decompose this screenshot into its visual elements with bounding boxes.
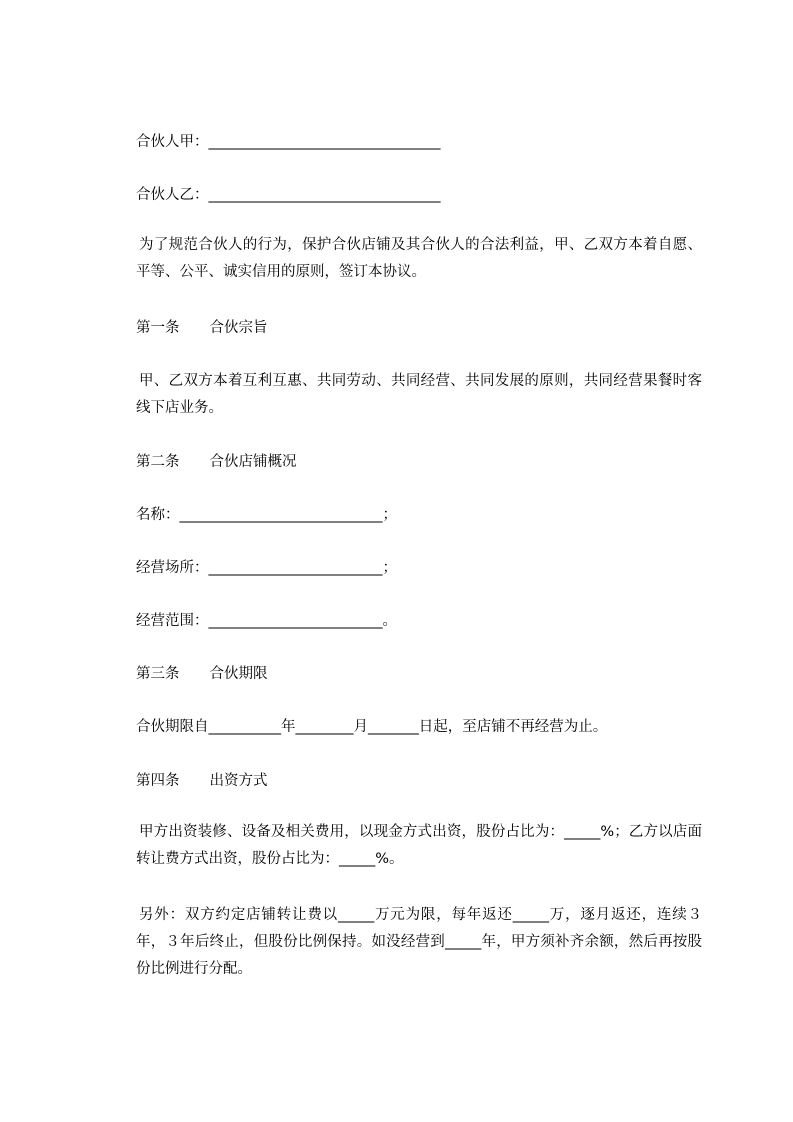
partner-b-line: 合伙人乙：________________________________ [136, 187, 441, 203]
article-1-number: 第一条 [136, 320, 180, 336]
article-1-title: 合伙宗旨 [209, 320, 268, 336]
article-3-heading [136, 664, 268, 684]
article-4-number: 第四条 [136, 773, 180, 789]
article-2-heading [136, 452, 297, 472]
article-2-title: 合伙店铺概况 [209, 454, 297, 470]
article-3-title: 合伙期限 [209, 666, 268, 682]
article-1-text: 甲、乙双方本着互利互惠、共同劳动、共同经营、共同发展的原则，共同经营果餐时客线下店业务。 [136, 373, 702, 416]
article-2-number: 第二条 [136, 454, 180, 470]
shop-place-line: 经营场所：________________________； [136, 560, 397, 576]
article-4-heading [136, 771, 268, 791]
article-4-title: 出资方式 [209, 773, 268, 789]
article-1-heading [136, 318, 268, 338]
intro-paragraph: 为了规范合伙人的行为，保护合伙店铺及其合伙人的合法利益，甲、乙双方本着自愿、平等、公平、诚实信用的原则，签订本协议。 [136, 237, 702, 280]
shop-name-line: 名称：____________________________； [136, 507, 397, 523]
article-3-number: 第三条 [136, 666, 180, 682]
article-4-text: 甲方出资装修、设备及相关费用，以现金方式出资，股份占比为：_____%；乙方以店面转让费方式出资，股份占比为：_____%。 [136, 824, 702, 867]
partner-a-line: 合伙人甲：________________________________ [136, 134, 441, 150]
article-3-text: 合伙期限自__________年________月_______日起，至店铺不再经营为止。 [136, 719, 608, 735]
article-4-extra: 另外：双方约定店铺转让费以_____万元为限，每年返还_____万，逐月返还，连续３年，３年后终止，但股份比例保持。如没经营到_____年，甲方须补齐余额，然后再按股份比例进行分配。 [136, 907, 702, 977]
shop-scope-line: 经营范围：________________________。 [136, 613, 397, 629]
